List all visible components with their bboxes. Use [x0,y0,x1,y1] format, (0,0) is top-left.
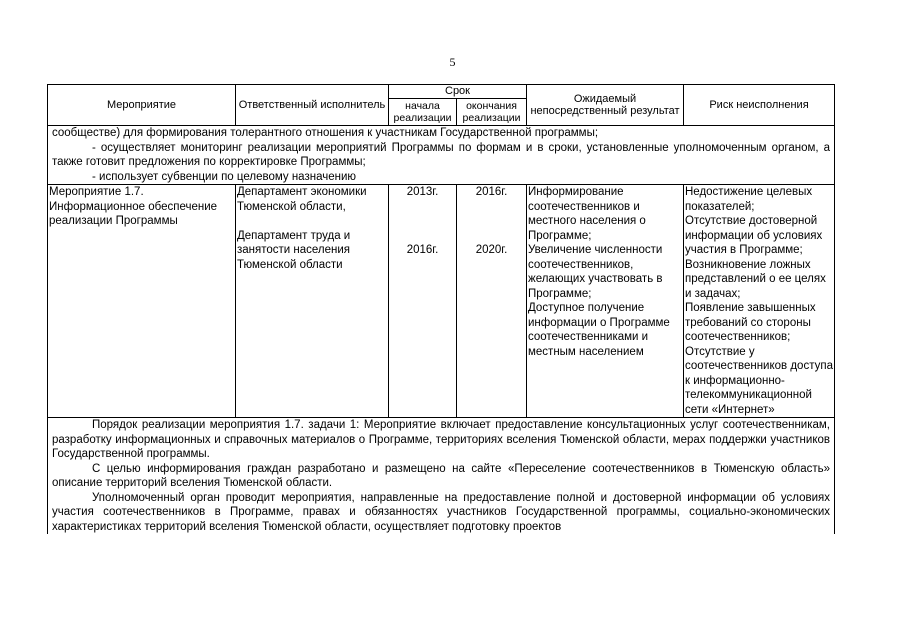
description-paragraph-1: Порядок реализации мероприятия 1.7. задачи 1: Мероприятие включает предоставление консультационных услуг соотечественникам, разработку информационных и справочных материалов о Программе, территориях вселения Тюменской области, мерах поддержки участников Государственной программы. [52,419,830,460]
page-number: 5 [449,55,456,69]
continuation-line-1: сообществе) для формирования толерантного отношения к участникам Государственной программы; [52,127,599,139]
risk-5: Отсутствие у соотечественников доступа к информационно-телекоммуникационной сети «Интернет» [685,345,833,416]
continuation-line-3: - использует субвенции по целевому назначению [92,170,357,183]
end-1: 2016г. [475,186,508,198]
header-risk: Риск неисполнения [684,85,835,126]
description-text [48,418,835,535]
risk-4: Появление завышенных требований со стороны соотечественников; [685,302,816,343]
executor-2: Департамент труда и занятости населения Тюменской области [237,229,351,271]
header-result: Ожидаемый непосредственный результат [527,85,684,126]
start-2: 2016г. [406,244,439,256]
header-activity: Мероприятие [48,85,236,126]
header-term: Срок [389,85,527,99]
risk-3: Возникновение ложных представлений о ее целях и задачах; [685,258,826,300]
end-cell [457,185,527,418]
result-2: Увеличение численности соотечественников, желающих участвовать в Программе; [528,244,663,300]
executor-1: Департамент экономики Тюменской области, [237,186,367,213]
start-1: 2013г. [406,186,439,198]
risk-cell [684,185,835,418]
activity-cell: Мероприятие 1.7. Информационное обеспечение реализации Программы [48,185,236,418]
description-paragraph-3: Уполномоченный орган проводит мероприятия, направленные на предоставление полной и достоверной информации об условиях участия соотечественников в Программе, правах и обязанностях участников Государственной программы, социально-экономических характеристиках территорий вселения Тюменской области, осуществляет подготовку проектов [52,491,830,533]
header-end: окончания реализации [457,99,527,126]
result-3: Доступное получение информации о Программе соотечественниками и местным населением [528,302,670,358]
end-2: 2020г. [475,244,508,256]
header-start: начала реализации [389,99,457,126]
risk-1: Недостижение целевых показателей; [685,186,813,213]
start-cell [389,185,457,418]
executor-cell [236,185,389,418]
description-paragraph-2: С целью информирования граждан разработано и размещено на сайте «Переселение соотечественников в Тюменскую область» описание территорий вселения Тюменской области. [52,462,830,489]
result-cell [527,185,684,418]
header-executor: Ответственный исполнитель [236,85,389,126]
result-1: Информирование соотечественников и местного населения о Программе; [528,186,646,242]
risk-2: Отсутствие достоверной информации об условиях участия в Программе; [685,215,823,256]
program-table [47,84,835,534]
continuation-text [48,126,835,185]
continuation-line-2: - осуществляет мониторинг реализации мероприятий Программы по формам и в сроки, установленные уполномоченным органом, а также готовит предложения по корректировке Программы; [52,141,830,168]
